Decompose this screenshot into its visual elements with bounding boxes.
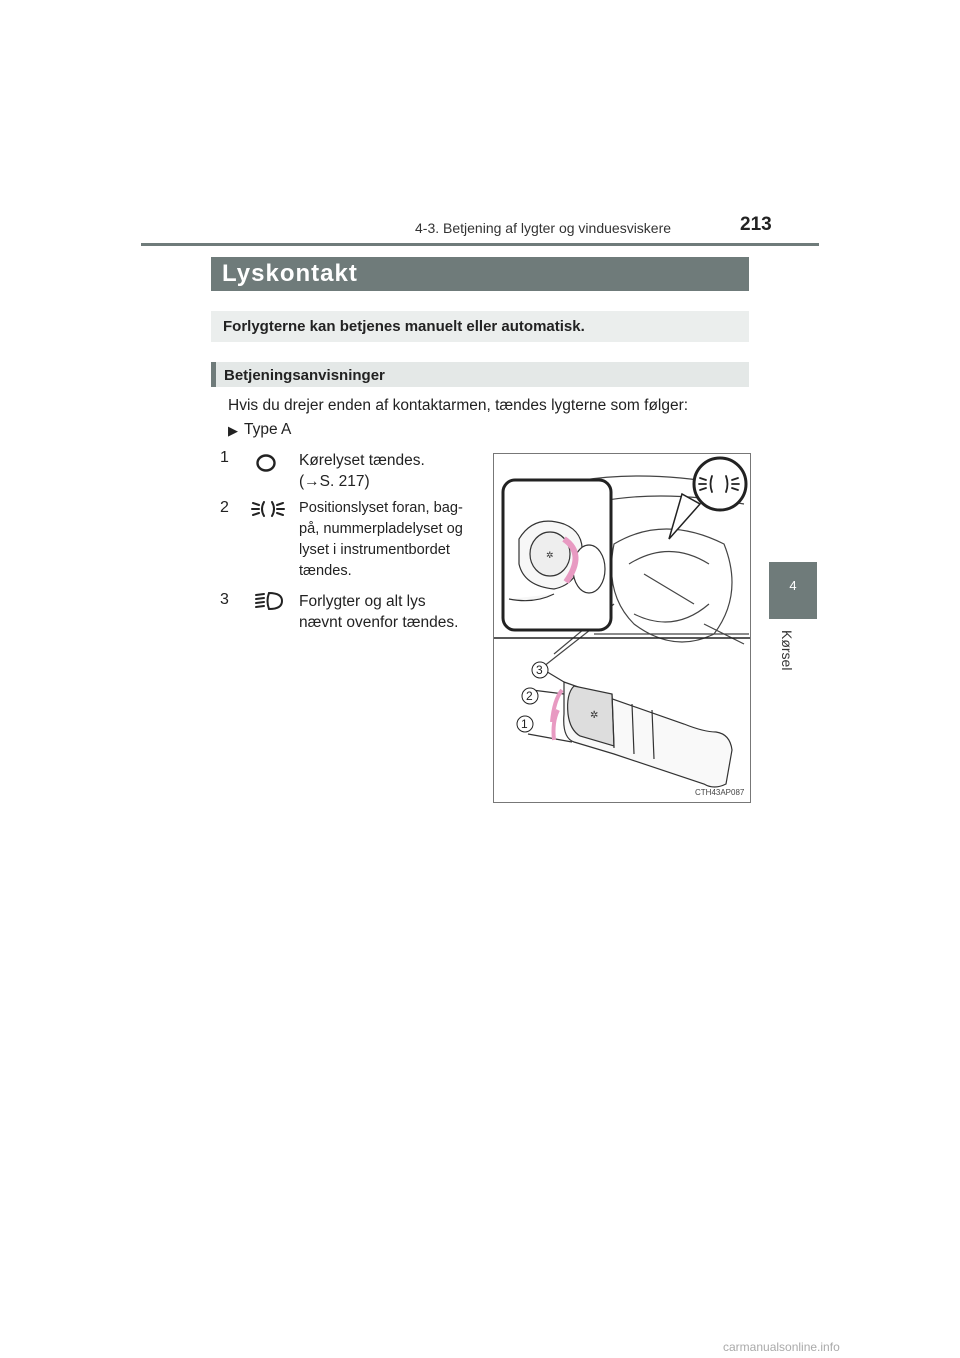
inset-hand-knob [503, 480, 611, 630]
item-line: lyset i instrumentbordet [299, 542, 450, 558]
item-line: tændes. [299, 563, 352, 579]
summary-text: Forlygterne kan betjenes manuelt eller automatisk. [223, 318, 585, 335]
item-line: Positionslyset foran, bag- [299, 500, 463, 516]
running-header: 4-3. Betjening af lygter og vinduesviskere [415, 220, 672, 236]
item-number-2: 2 [220, 499, 229, 516]
subheading: Betjeningsanvisninger [224, 367, 385, 384]
callout-label: 2 [526, 689, 533, 703]
item-line: på, nummerpladelyset og [299, 521, 463, 537]
chapter-label [779, 630, 809, 690]
callout-light-symbol [669, 458, 746, 539]
chapter-label-text: Kørsel [779, 630, 795, 671]
light-off-icon [255, 453, 277, 473]
section-title: Lyskontakt [222, 260, 358, 287]
intro-text: Hvis du drejer enden af kontaktarmen, tændes lygterne som følger: [228, 397, 689, 414]
type-label: Type A [244, 421, 292, 438]
watermark: carmanualsonline.info [723, 1340, 840, 1354]
svg-text:✲: ✲ [590, 710, 599, 721]
parking-light-icon [251, 498, 285, 520]
headlight-icon [254, 590, 284, 612]
subheading-accent [211, 362, 216, 387]
item-line: Kørelyset tændes. [299, 452, 425, 469]
item-line: (→S. 217) [299, 473, 370, 490]
item-line: Forlygter og alt lys [299, 593, 426, 610]
lever-illustration [528, 664, 732, 787]
item-description-2 [299, 498, 464, 582]
callout-label: 1 [521, 717, 528, 731]
chapter-tab-number: 4 [789, 578, 797, 593]
item-number-3: 3 [220, 591, 229, 608]
svg-text:✲: ✲ [546, 550, 554, 560]
item-description-1 [299, 450, 464, 492]
header-rule [141, 243, 819, 246]
item-line: nævnt ovenfor tændes. [299, 614, 459, 631]
figure-code: CTH43AP087 [695, 788, 745, 797]
page-number: 213 [740, 214, 772, 235]
item-description-3 [299, 591, 464, 633]
figure-callouts [517, 662, 548, 732]
light-switch-illustration [493, 453, 751, 803]
type-arrow-icon: ▶ [228, 423, 238, 438]
item-number-1: 1 [220, 449, 229, 466]
callout-label: 3 [536, 663, 543, 677]
